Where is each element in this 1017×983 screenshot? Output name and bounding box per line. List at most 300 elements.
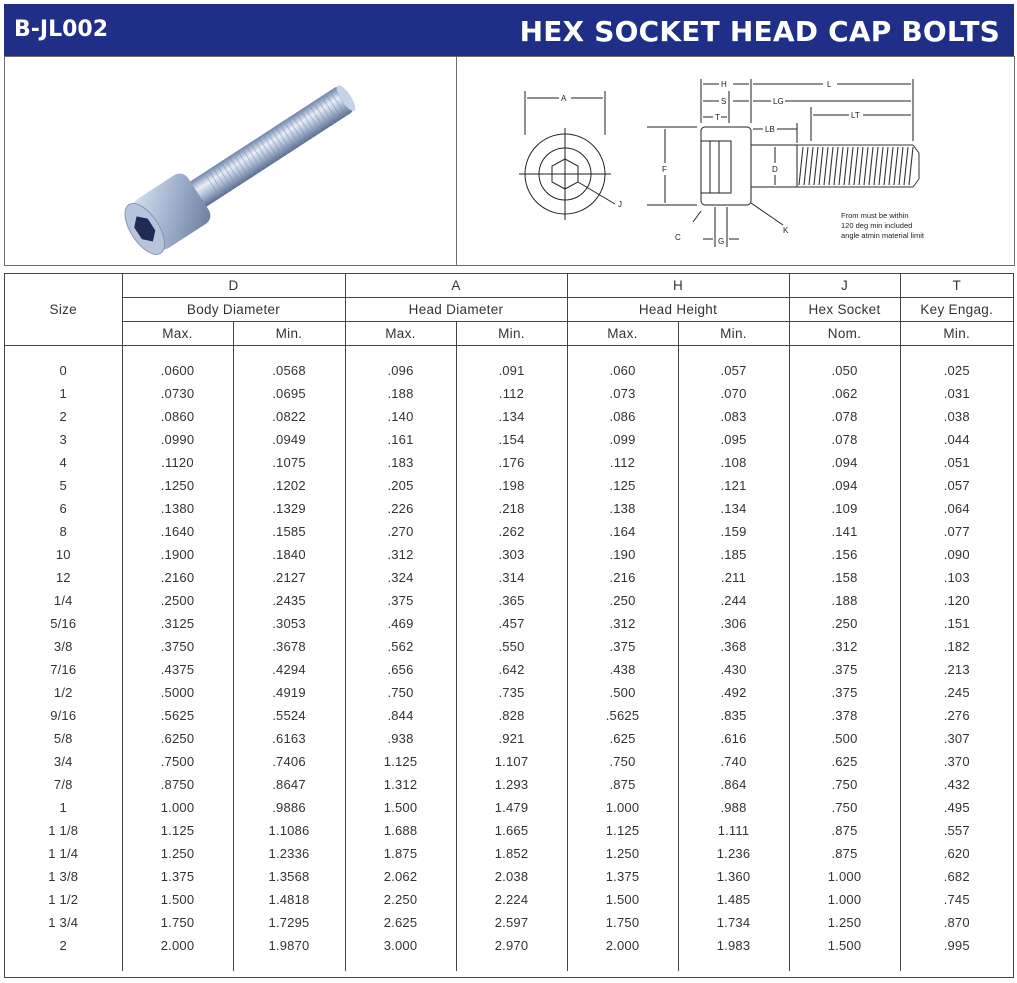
cell-d-min: .1585 (233, 520, 345, 543)
cell-t-min: .745 (943, 892, 970, 907)
cell-d-max: .2500 (122, 589, 233, 612)
cell-d-min: .0822 (233, 405, 345, 428)
cell-j-nom: .062 (789, 382, 900, 405)
cell-t-min: .025 (943, 363, 970, 378)
cell-h-max: .375 (567, 635, 678, 658)
cell-a-max: .562 (345, 635, 456, 658)
dimensions-table (5, 274, 1013, 971)
cell-j-nom: 1.500 (789, 934, 900, 957)
cell-t-min: .057 (943, 478, 970, 493)
table-row (5, 635, 1013, 658)
cell-a-min: .550 (456, 635, 567, 658)
label-l: L (827, 80, 832, 89)
cell-size: 1 1/8 (5, 819, 122, 842)
cell-h-min: 1.983 (678, 934, 789, 957)
cell-a-min: 2.597 (456, 911, 567, 934)
cell-d-max: .7500 (122, 750, 233, 773)
cell-h-max: .099 (567, 428, 678, 451)
sub-header-h-min: Min. (678, 322, 789, 346)
table-row (5, 543, 1013, 566)
table-row (5, 382, 1013, 405)
cell-d-max: 1.000 (122, 796, 233, 819)
cell-h-max: 1.500 (567, 888, 678, 911)
group-name-key-engagement: Key Engag. (900, 298, 1013, 322)
cell-d-max: .1120 (122, 451, 233, 474)
cell-size: 1 3/8 (5, 865, 122, 888)
cell-a-max: .938 (345, 727, 456, 750)
cell-d-max: 1.750 (122, 911, 233, 934)
cell-a-min: .828 (456, 704, 567, 727)
cell-t-min: .182 (943, 639, 970, 654)
cell-size: 12 (5, 566, 122, 589)
table-row (5, 727, 1013, 750)
cell-a-max: .312 (345, 543, 456, 566)
label-lg: LG (773, 97, 784, 106)
cell-a-min: 1.665 (456, 819, 567, 842)
cell-t-min: .995 (943, 938, 970, 953)
cell-a-max: 1.688 (345, 819, 456, 842)
group-letter-d: D (122, 274, 345, 298)
cell-t-min: .031 (943, 386, 970, 401)
cell-size: 9/16 (5, 704, 122, 727)
cell-a-max: .656 (345, 658, 456, 681)
cell-h-min: 1.360 (678, 865, 789, 888)
cell-t-min: .245 (943, 685, 970, 700)
cell-h-max: .125 (567, 474, 678, 497)
sub-header-a-min: Min. (456, 322, 567, 346)
cell-h-max: .060 (567, 359, 678, 382)
group-name-body-diameter: Body Diameter (122, 298, 345, 322)
cell-size: 1 (5, 382, 122, 405)
cell-a-min: .198 (456, 474, 567, 497)
sub-header-d-max: Max. (122, 322, 233, 346)
dimension-diagram (457, 57, 1014, 265)
cell-t-min: .051 (943, 455, 970, 470)
cell-h-min: .835 (678, 704, 789, 727)
cell-h-max: .875 (567, 773, 678, 796)
cell-size: 1/4 (5, 589, 122, 612)
cell-a-min: 2.038 (456, 865, 567, 888)
label-lb: LB (765, 125, 775, 134)
cell-h-min: .740 (678, 750, 789, 773)
cell-j-nom: .250 (789, 612, 900, 635)
label-lt: LT (851, 111, 860, 120)
cell-a-min: .112 (456, 382, 567, 405)
cell-d-max: .0730 (122, 382, 233, 405)
cell-h-min: 1.485 (678, 888, 789, 911)
cell-h-min: 1.236 (678, 842, 789, 865)
cell-h-max: .312 (567, 612, 678, 635)
cell-d-max: 1.500 (122, 888, 233, 911)
cell-j-nom: .500 (789, 727, 900, 750)
table-row (5, 681, 1013, 704)
cell-a-max: .270 (345, 520, 456, 543)
cell-a-max: 2.062 (345, 865, 456, 888)
cell-h-min: .057 (678, 359, 789, 382)
sub-header-d-min: Min. (233, 322, 345, 346)
cell-a-min: .154 (456, 428, 567, 451)
table-row (5, 474, 1013, 497)
cell-h-min: .368 (678, 635, 789, 658)
cell-a-max: .161 (345, 428, 456, 451)
cell-d-min: .0949 (233, 428, 345, 451)
group-letter-t: T (900, 274, 1013, 298)
cell-j-nom: .109 (789, 497, 900, 520)
table-row (5, 819, 1013, 842)
table-row (5, 911, 1013, 934)
cell-t-min: .151 (943, 616, 970, 631)
cell-t-min: .682 (943, 869, 970, 884)
cell-h-max: .750 (567, 750, 678, 773)
cell-size: 4 (5, 451, 122, 474)
cell-t-min: .307 (943, 731, 970, 746)
cell-a-max: .183 (345, 451, 456, 474)
cell-d-max: .2160 (122, 566, 233, 589)
cell-j-nom: .375 (789, 658, 900, 681)
cell-a-min: .735 (456, 681, 567, 704)
cell-h-min: .616 (678, 727, 789, 750)
cell-t-min: .557 (943, 823, 970, 838)
group-letter-h: H (567, 274, 789, 298)
cell-d-max: .1640 (122, 520, 233, 543)
cell-a-max: 1.312 (345, 773, 456, 796)
cell-size: 7/8 (5, 773, 122, 796)
cell-d-min: .1202 (233, 474, 345, 497)
cell-a-max: .750 (345, 681, 456, 704)
table-row (5, 796, 1013, 819)
cell-size: 2 (5, 934, 122, 957)
table-row (5, 566, 1013, 589)
cell-a-max: 1.875 (345, 842, 456, 865)
dimension-diagram-panel (456, 56, 1015, 266)
cell-h-max: .5625 (567, 704, 678, 727)
label-h: H (721, 80, 727, 89)
cell-j-nom: .156 (789, 543, 900, 566)
cell-j-nom: .750 (789, 773, 900, 796)
cell-d-max: .4375 (122, 658, 233, 681)
cell-a-min: 1.107 (456, 750, 567, 773)
cell-j-nom: .050 (789, 359, 900, 382)
cell-d-max: .1250 (122, 474, 233, 497)
cell-h-min: .988 (678, 796, 789, 819)
cell-a-min: .457 (456, 612, 567, 635)
cell-h-max: .500 (567, 681, 678, 704)
cell-a-min: .314 (456, 566, 567, 589)
table-row (5, 405, 1013, 428)
cell-h-max: 1.250 (567, 842, 678, 865)
cell-t-min: .432 (943, 777, 970, 792)
cell-d-max: .0860 (122, 405, 233, 428)
cell-d-min: 1.7295 (233, 911, 345, 934)
cell-a-max: .205 (345, 474, 456, 497)
cell-a-max: 1.125 (345, 750, 456, 773)
cell-d-max: .0600 (122, 359, 233, 382)
sub-header-a-max: Max. (345, 322, 456, 346)
cell-a-min: .303 (456, 543, 567, 566)
cell-h-min: .864 (678, 773, 789, 796)
cell-j-nom: .375 (789, 681, 900, 704)
cell-h-max: .164 (567, 520, 678, 543)
cell-size: 3/8 (5, 635, 122, 658)
label-k: K (783, 226, 789, 235)
cell-h-min: .211 (678, 566, 789, 589)
cell-a-max: 3.000 (345, 934, 456, 957)
diagram-note-line-1: From must be within (841, 211, 909, 220)
cell-j-nom: .094 (789, 451, 900, 474)
cell-j-nom: 1.250 (789, 911, 900, 934)
cell-t-min: .064 (943, 501, 970, 516)
table-row (5, 658, 1013, 681)
cell-d-max: 1.375 (122, 865, 233, 888)
cell-h-max: .625 (567, 727, 678, 750)
cell-d-max: .5000 (122, 681, 233, 704)
label-a: A (561, 94, 567, 103)
label-c: C (675, 233, 681, 242)
cell-d-min: .3678 (233, 635, 345, 658)
cell-h-max: .250 (567, 589, 678, 612)
cell-t-min: .044 (943, 432, 970, 447)
cell-h-max: .438 (567, 658, 678, 681)
cell-size: 1 3/4 (5, 911, 122, 934)
cell-j-nom: .188 (789, 589, 900, 612)
cell-h-max: .216 (567, 566, 678, 589)
cell-a-max: 2.625 (345, 911, 456, 934)
table-spacer (5, 346, 1013, 360)
table-row (5, 451, 1013, 474)
table-row (5, 428, 1013, 451)
cell-t-min: .090 (943, 547, 970, 562)
cell-a-min: .134 (456, 405, 567, 428)
cell-a-max: .324 (345, 566, 456, 589)
cell-d-min: .1075 (233, 451, 345, 474)
cell-h-min: .083 (678, 405, 789, 428)
diagram-note-line-3: angle atmin material limit (841, 231, 924, 240)
cell-d-min: 1.3568 (233, 865, 345, 888)
group-name-head-height: Head Height (567, 298, 789, 322)
group-letter-a: A (345, 274, 567, 298)
cell-j-nom: .875 (789, 819, 900, 842)
cell-h-min: .095 (678, 428, 789, 451)
cell-size: 3 (5, 428, 122, 451)
dimensions-table-container (4, 273, 1014, 978)
cell-t-min: .870 (943, 915, 970, 930)
product-code: B-JL002 (14, 17, 109, 42)
cell-size: 10 (5, 543, 122, 566)
cell-d-min: .6163 (233, 727, 345, 750)
cell-a-max: .096 (345, 359, 456, 382)
table-body (5, 346, 1013, 972)
cell-size: 8 (5, 520, 122, 543)
table-row (5, 589, 1013, 612)
cell-d-min: .4919 (233, 681, 345, 704)
cell-h-min: 1.111 (678, 819, 789, 842)
cell-j-nom: .141 (789, 520, 900, 543)
cell-d-min: 1.2336 (233, 842, 345, 865)
cell-a-min: .262 (456, 520, 567, 543)
cell-a-min: .176 (456, 451, 567, 474)
cell-a-min: 1.852 (456, 842, 567, 865)
cell-t-min: .120 (943, 593, 970, 608)
cell-h-min: .159 (678, 520, 789, 543)
sub-header-h-max: Max. (567, 322, 678, 346)
cell-a-min: .091 (456, 359, 567, 382)
group-name-hex-socket: Hex Socket (789, 298, 900, 322)
cell-t-min: .495 (943, 800, 970, 815)
cell-d-min: .4294 (233, 658, 345, 681)
cell-d-min: .3053 (233, 612, 345, 635)
cell-d-max: 2.000 (122, 934, 233, 957)
cell-j-nom: .078 (789, 405, 900, 428)
cell-size: 1 1/4 (5, 842, 122, 865)
cell-size: 6 (5, 497, 122, 520)
cell-d-min: 1.1086 (233, 819, 345, 842)
group-name-head-diameter: Head Diameter (345, 298, 567, 322)
cell-h-max: .138 (567, 497, 678, 520)
bolt-photo-panel (4, 56, 457, 266)
cell-j-nom: .750 (789, 796, 900, 819)
cell-a-min: .218 (456, 497, 567, 520)
size-header: Size (5, 274, 122, 346)
cell-size: 1 (5, 796, 122, 819)
label-s: S (721, 97, 727, 106)
cell-a-max: .188 (345, 382, 456, 405)
cell-h-min: .121 (678, 474, 789, 497)
cell-h-max: 1.750 (567, 911, 678, 934)
cell-size: 5/16 (5, 612, 122, 635)
cell-a-min: 2.970 (456, 934, 567, 957)
cell-a-min: .642 (456, 658, 567, 681)
cell-h-min: .244 (678, 589, 789, 612)
cell-d-max: .1380 (122, 497, 233, 520)
cell-a-max: 1.500 (345, 796, 456, 819)
cell-a-max: .140 (345, 405, 456, 428)
cell-a-min: .921 (456, 727, 567, 750)
cell-h-min: .070 (678, 382, 789, 405)
cell-a-min: 1.293 (456, 773, 567, 796)
cell-a-max: 2.250 (345, 888, 456, 911)
table-row (5, 773, 1013, 796)
table-tail-spacer (5, 957, 1013, 971)
cell-h-max: 1.375 (567, 865, 678, 888)
cell-j-nom: .078 (789, 428, 900, 451)
page-title: HEX SOCKET HEAD CAP BOLTS (519, 15, 1000, 48)
cell-size: 5/8 (5, 727, 122, 750)
cell-a-min: .365 (456, 589, 567, 612)
cell-d-min: .5524 (233, 704, 345, 727)
cell-h-max: 2.000 (567, 934, 678, 957)
cell-h-min: .306 (678, 612, 789, 635)
cell-a-max: .469 (345, 612, 456, 635)
cell-h-max: 1.125 (567, 819, 678, 842)
cell-t-min: .620 (943, 846, 970, 861)
label-f: F (662, 165, 667, 174)
cell-d-min: .9886 (233, 796, 345, 819)
cell-a-min: 2.224 (456, 888, 567, 911)
cell-j-nom: 1.000 (789, 865, 900, 888)
sub-header-t-min: Min. (900, 322, 1013, 346)
cell-j-nom: .625 (789, 750, 900, 773)
cell-j-nom: .312 (789, 635, 900, 658)
cell-size: 7/16 (5, 658, 122, 681)
cell-d-max: .3125 (122, 612, 233, 635)
cell-d-max: 1.125 (122, 819, 233, 842)
cell-d-min: .2435 (233, 589, 345, 612)
table-row (5, 520, 1013, 543)
cell-d-max: 1.250 (122, 842, 233, 865)
cell-t-min: .213 (943, 662, 970, 677)
cell-t-min: .038 (943, 409, 970, 424)
table-row (5, 934, 1013, 957)
hex-bolt-image (5, 57, 456, 265)
cell-h-min: .134 (678, 497, 789, 520)
cell-h-min: 1.734 (678, 911, 789, 934)
cell-d-max: .6250 (122, 727, 233, 750)
cell-h-max: 1.000 (567, 796, 678, 819)
cell-size: 2 (5, 405, 122, 428)
cell-d-max: .3750 (122, 635, 233, 658)
label-g: G (718, 237, 725, 246)
table-row (5, 704, 1013, 727)
table-row (5, 750, 1013, 773)
cell-d-min: .1329 (233, 497, 345, 520)
cell-h-max: .190 (567, 543, 678, 566)
table-row (5, 888, 1013, 911)
cell-j-nom: .875 (789, 842, 900, 865)
cell-a-max: .844 (345, 704, 456, 727)
cell-d-min: 1.4818 (233, 888, 345, 911)
cell-j-nom: .094 (789, 474, 900, 497)
cell-j-nom: .158 (789, 566, 900, 589)
label-d: D (772, 165, 778, 174)
cell-t-min: .276 (943, 708, 970, 723)
table-row (5, 359, 1013, 382)
cell-h-max: .086 (567, 405, 678, 428)
table-row (5, 497, 1013, 520)
table-row (5, 842, 1013, 865)
cell-j-nom: 1.000 (789, 888, 900, 911)
sub-header-j-nom: Nom. (789, 322, 900, 346)
cell-d-min: .0695 (233, 382, 345, 405)
cell-h-min: .492 (678, 681, 789, 704)
cell-d-max: .1900 (122, 543, 233, 566)
group-letter-j: J (789, 274, 900, 298)
cell-a-max: .226 (345, 497, 456, 520)
diagram-note-line-2: 120 deg min included (841, 221, 913, 230)
table-row (5, 612, 1013, 635)
cell-d-min: .2127 (233, 566, 345, 589)
cell-size: 5 (5, 474, 122, 497)
cell-h-max: .073 (567, 382, 678, 405)
cell-size: 1 1/2 (5, 888, 122, 911)
cell-h-min: .185 (678, 543, 789, 566)
cell-t-min: .370 (943, 754, 970, 769)
cell-h-min: .108 (678, 451, 789, 474)
cell-d-min: .0568 (233, 359, 345, 382)
cell-t-min: .077 (943, 524, 970, 539)
table-row (5, 865, 1013, 888)
cell-d-max: .5625 (122, 704, 233, 727)
cell-d-min: .8647 (233, 773, 345, 796)
cell-a-min: 1.479 (456, 796, 567, 819)
title-bar (4, 4, 1014, 56)
label-t: T (715, 113, 720, 122)
cell-t-min: .103 (943, 570, 970, 585)
cell-d-min: .7406 (233, 750, 345, 773)
cell-d-max: .0990 (122, 428, 233, 451)
label-j: J (618, 200, 622, 209)
cell-h-max: .112 (567, 451, 678, 474)
cell-d-max: .8750 (122, 773, 233, 796)
